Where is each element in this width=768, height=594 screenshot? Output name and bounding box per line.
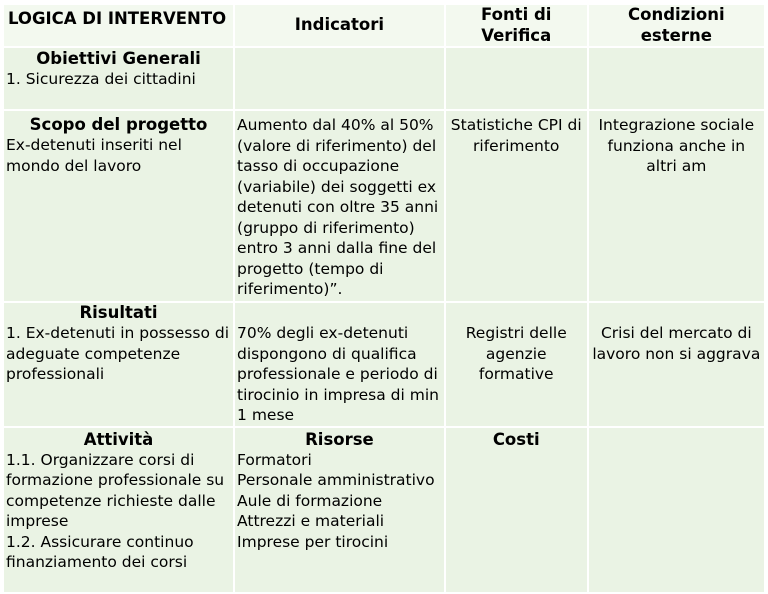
cell-attivita-risorse: [235, 428, 444, 592]
condizione-line: lavoro non si aggrava: [592, 344, 761, 363]
header-condizioni-esterne: Condizioni esterne: [589, 5, 764, 46]
risorsa-line: Personale amministrativo: [237, 471, 435, 489]
attivita-line: 1.1. Organizzare corsi di: [6, 450, 195, 469]
risorsa-line: Formatori: [237, 450, 312, 469]
section-title-obiettivi: Obiettivi Generali: [36, 49, 201, 68]
section-title-risorse: Risorse: [305, 429, 374, 449]
cell-obiettivi-indicatori: [235, 48, 444, 109]
cell-risultati-logica: [4, 303, 233, 426]
cell-obiettivi-fonti: [446, 48, 587, 109]
cell-risultati-fonti: [446, 303, 587, 426]
cell-attivita-logica: [4, 428, 233, 592]
section-title-attivita: Attività: [83, 429, 154, 449]
attivita-line: finanziamento dei corsi: [6, 553, 188, 571]
cell-risultati-indicatori: [235, 303, 444, 426]
obiettivo-item: 1. Sicurezza dei cittadini: [6, 70, 196, 88]
fonte-line: Statistiche CPI di: [450, 116, 582, 134]
indicatore-line: (valore di riferimento) del: [237, 136, 437, 155]
section-title-scopo: Scopo del progetto: [29, 115, 208, 134]
row-attivita: [4, 428, 764, 592]
risultato-line: 1. Ex-detenuti in possesso di: [6, 324, 229, 342]
indicatore-line: (gruppo di riferimento): [237, 218, 415, 237]
scopo-line: mondo del lavoro: [6, 156, 142, 175]
header-indicatori: Indicatori: [235, 5, 444, 46]
attivita-line: imprese: [6, 512, 69, 530]
indicatore-line: entro 3 anni dalla fine del: [237, 239, 437, 257]
attivita-line: competenze richieste dalle: [6, 491, 216, 510]
cell-obiettivi-logica: [4, 48, 233, 109]
indicatore-line: progetto (tempo di: [237, 259, 384, 278]
risultato-line: professionali: [6, 365, 105, 383]
section-title-risultati: Risultati: [79, 303, 158, 322]
header-row: [4, 5, 764, 46]
risorsa-line: Aule di formazione: [237, 491, 383, 510]
header-fonti-di-verifica: Fonti di Verifica: [446, 5, 587, 46]
row-scopo-del-progetto: [4, 111, 764, 301]
indicatore-line: detenuti con oltre 35 anni: [237, 198, 439, 216]
indicatore-line: riferimento)”.: [237, 280, 343, 298]
condizione-line: Integrazione sociale: [598, 116, 755, 134]
condizione-line: altri am: [646, 157, 707, 175]
indicatore-line: 1 mese: [237, 406, 295, 424]
attivita-line: formazione professionale su: [6, 471, 225, 489]
section-title-costi: Costi: [492, 429, 540, 449]
indicatore-line: 70% degli ex-detenuti: [237, 324, 409, 342]
indicatore-line: Aumento dal 40% al 50%: [237, 116, 434, 134]
cell-scopo-indicatori: [235, 111, 444, 301]
scopo-line: Ex-detenuti inseriti nel: [6, 136, 182, 154]
cell-obiettivi-condizioni: [589, 48, 764, 109]
condizione-line: Crisi del mercato di: [600, 324, 752, 342]
risultato-line: adeguate competenze: [6, 344, 181, 363]
cell-risultati-condizioni: [589, 303, 764, 426]
logical-framework-table: [2, 3, 766, 594]
indicatore-line: (variabile) dei soggetti ex: [237, 177, 437, 196]
indicatore-line: tirocinio in impresa di min: [237, 385, 439, 404]
attivita-line: 1.2. Assicurare continuo: [6, 532, 194, 551]
indicatore-line: dispongono di qualifica: [237, 344, 417, 363]
fonte-line: riferimento: [473, 136, 560, 155]
indicatore-line: tasso di occupazione: [237, 157, 400, 175]
risorsa-line: Attrezzi e materiali: [237, 512, 385, 530]
indicatore-line: professionale e periodo di: [237, 365, 438, 383]
cell-attivita-condizioni: [589, 428, 764, 592]
cell-scopo-logica: [4, 111, 233, 301]
fonte-line: Registri delle: [465, 324, 567, 342]
header-logica-di-intervento: LOGICA DI INTERVENTO: [4, 5, 233, 46]
cell-scopo-condizioni: [589, 111, 764, 301]
fonte-line: agenzie formative: [478, 344, 554, 383]
row-risultati: [4, 303, 764, 426]
cell-scopo-fonti: [446, 111, 587, 301]
risorsa-line: Imprese per tirocini: [237, 532, 389, 551]
cell-attivita-costi: [446, 428, 587, 592]
condizione-line: funziona anche in: [607, 136, 746, 155]
row-obiettivi-generali: [4, 48, 764, 109]
